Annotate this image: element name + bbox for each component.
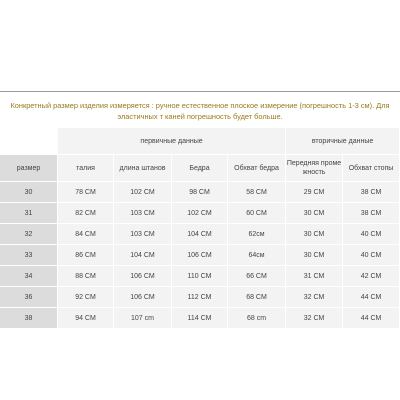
waist-cell: 92 CM bbox=[58, 287, 114, 308]
size-cell: 30 bbox=[0, 182, 58, 203]
header-waist: талия bbox=[58, 155, 114, 182]
leg-opening-cell: 42 CM bbox=[343, 266, 400, 287]
front-rise-cell: 29 CM bbox=[286, 182, 343, 203]
length-cell: 104 CM bbox=[114, 245, 172, 266]
leg-opening-cell: 44 CM bbox=[343, 308, 400, 329]
header-size: размер bbox=[0, 155, 58, 182]
length-cell: 103 CM bbox=[114, 203, 172, 224]
front-rise-cell: 30 CM bbox=[286, 245, 343, 266]
size-table bbox=[0, 128, 400, 329]
hips-cell: 104 CM bbox=[172, 224, 228, 245]
table-row bbox=[0, 182, 400, 203]
table-row bbox=[0, 287, 400, 308]
corner-cell bbox=[0, 128, 58, 155]
header-front-rise: Передняя проме жность bbox=[286, 155, 343, 182]
thigh-cell: 58 CM bbox=[228, 182, 286, 203]
front-rise-cell: 30 CM bbox=[286, 203, 343, 224]
thigh-cell: 62см bbox=[228, 224, 286, 245]
table-row bbox=[0, 203, 400, 224]
size-cell: 36 bbox=[0, 287, 58, 308]
waist-cell: 78 CM bbox=[58, 182, 114, 203]
waist-cell: 94 CM bbox=[58, 308, 114, 329]
table-row bbox=[0, 224, 400, 245]
group-primary-header: первичные данные bbox=[58, 128, 286, 155]
leg-opening-cell: 40 CM bbox=[343, 245, 400, 266]
table-row bbox=[0, 308, 400, 329]
front-rise-cell: 31 CM bbox=[286, 266, 343, 287]
header-thigh: Обхват бедра bbox=[228, 155, 286, 182]
waist-cell: 88 CM bbox=[58, 266, 114, 287]
waist-cell: 86 CM bbox=[58, 245, 114, 266]
thigh-cell: 68 CM bbox=[228, 287, 286, 308]
length-cell: 107 cm bbox=[114, 308, 172, 329]
hips-cell: 106 CM bbox=[172, 245, 228, 266]
thigh-cell: 68 cm bbox=[228, 308, 286, 329]
length-cell: 102 CM bbox=[114, 182, 172, 203]
group-header-row bbox=[0, 128, 400, 155]
waist-cell: 84 CM bbox=[58, 224, 114, 245]
leg-opening-cell: 40 CM bbox=[343, 224, 400, 245]
hips-cell: 102 CM bbox=[172, 203, 228, 224]
thigh-cell: 60 CM bbox=[228, 203, 286, 224]
hips-cell: 110 CM bbox=[172, 266, 228, 287]
table-row bbox=[0, 245, 400, 266]
size-cell: 34 bbox=[0, 266, 58, 287]
size-cell: 32 bbox=[0, 224, 58, 245]
header-length: длина штанов bbox=[114, 155, 172, 182]
group-secondary-header: вторичные данные bbox=[286, 128, 400, 155]
column-header-row bbox=[0, 155, 400, 182]
thigh-cell: 64см bbox=[228, 245, 286, 266]
measurement-note: Конкретный размер изделия измеряется : ручное естественное плоское измерение (погрешность 1-3 см). Для эластичных т каней погрешность будет больше. bbox=[10, 101, 390, 121]
leg-opening-cell: 44 CM bbox=[343, 287, 400, 308]
hips-cell: 112 CM bbox=[172, 287, 228, 308]
size-chart-sheet bbox=[0, 91, 400, 329]
length-cell: 106 CM bbox=[114, 287, 172, 308]
thigh-cell: 66 CM bbox=[228, 266, 286, 287]
leg-opening-cell: 38 CM bbox=[343, 203, 400, 224]
length-cell: 106 CM bbox=[114, 266, 172, 287]
size-cell: 31 bbox=[0, 203, 58, 224]
front-rise-cell: 30 CM bbox=[286, 224, 343, 245]
length-cell: 103 CM bbox=[114, 224, 172, 245]
table-row bbox=[0, 266, 400, 287]
hips-cell: 114 CM bbox=[172, 308, 228, 329]
size-cell: 38 bbox=[0, 308, 58, 329]
header-hips: Бедра bbox=[172, 155, 228, 182]
hips-cell: 98 CM bbox=[172, 182, 228, 203]
front-rise-cell: 32 CM bbox=[286, 308, 343, 329]
waist-cell: 82 CM bbox=[58, 203, 114, 224]
size-cell: 33 bbox=[0, 245, 58, 266]
header-leg-opening: Обхват стопы bbox=[343, 155, 400, 182]
leg-opening-cell: 38 CM bbox=[343, 182, 400, 203]
front-rise-cell: 32 CM bbox=[286, 287, 343, 308]
